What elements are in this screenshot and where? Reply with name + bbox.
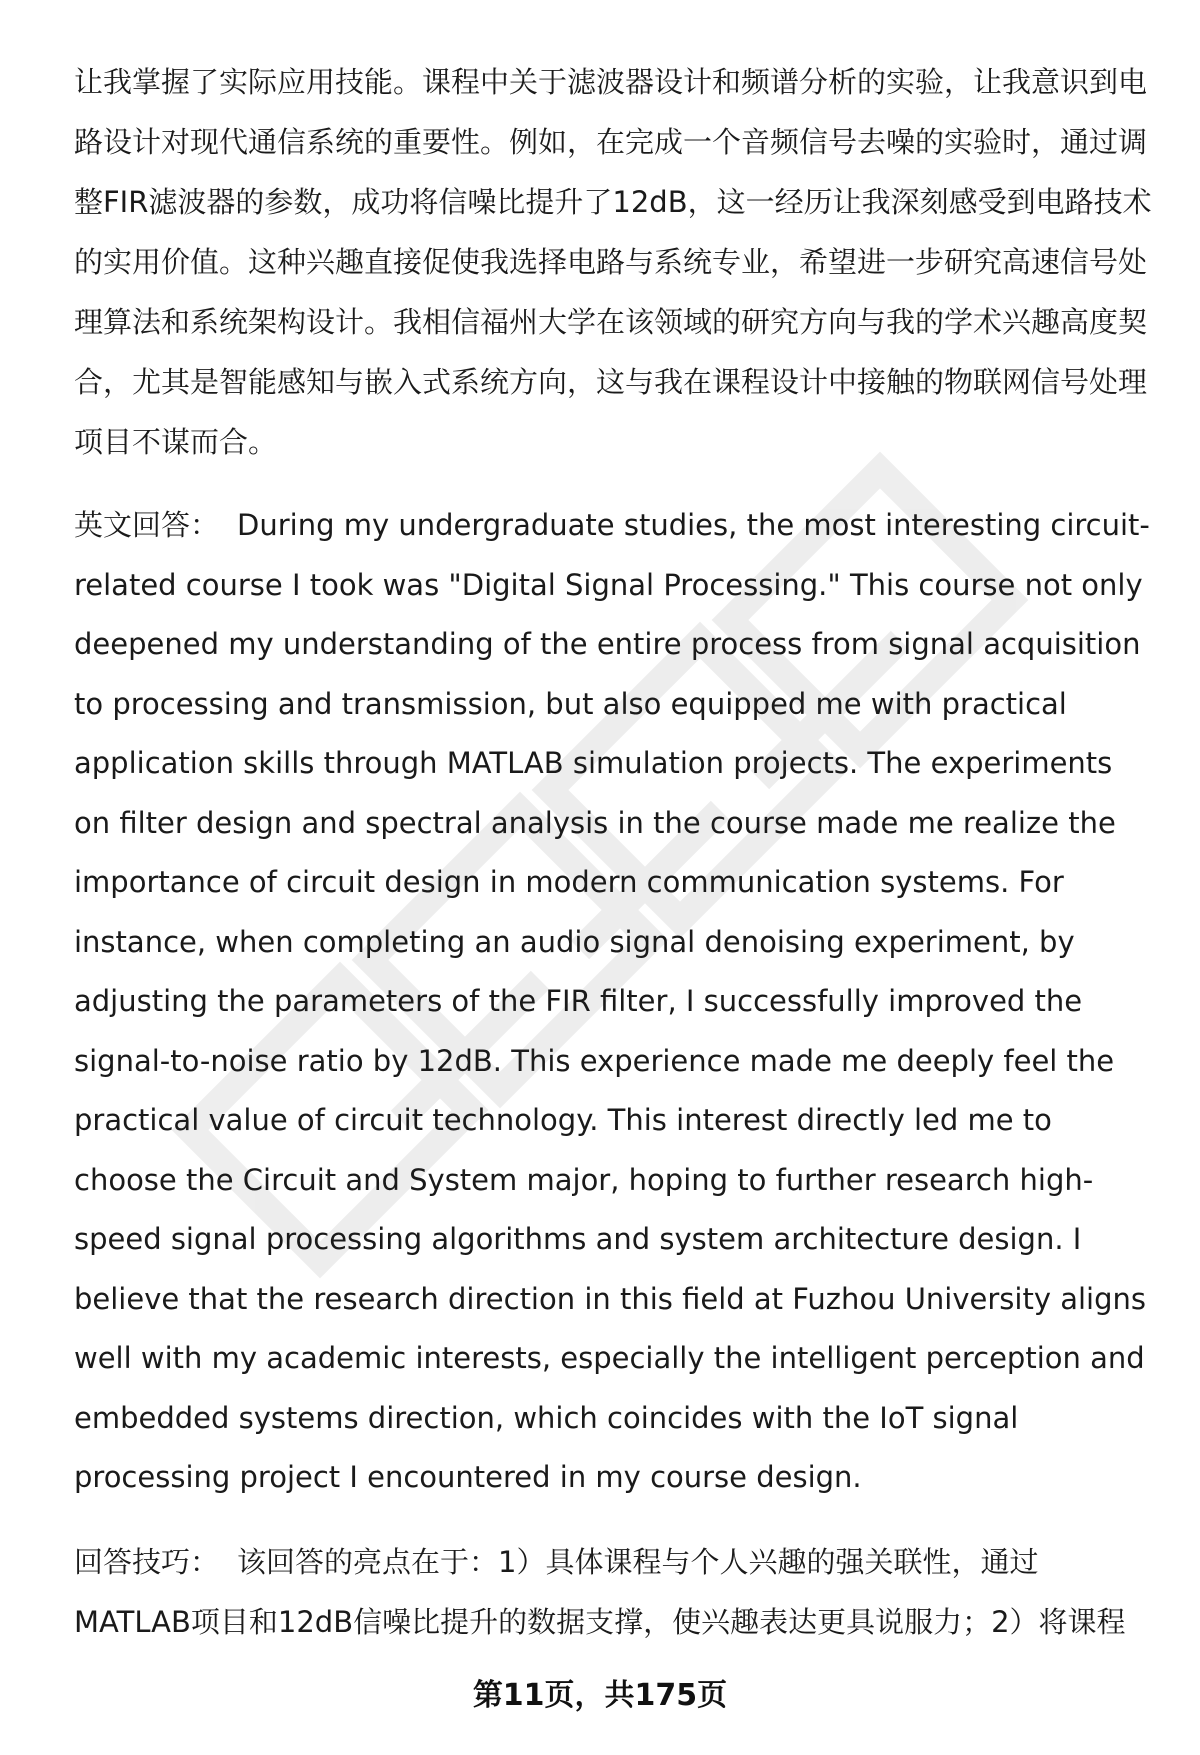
chinese-answer-paragraph: 让我掌握了实际应用技能。课程中关于滤波器设计和频谱分析的实验，让我意识到电路设计对现代通信系统的重要性。例如，在完成一个音频信号去噪的实验时，通过调整FIR滤波器的参数，成功将信噪比提升了12dB，这一经历让我深刻感受到电路技术的实用价值。这种兴趣直接促使我选择电路与系统专业，希望进一步研究高速信号处理算法和系统架构设计。我相信福州大学在该领域的研究方向与我的学术兴趣高度契合，尤其是智能感知与嵌入式系统方向，这与我在课程设计中接触的物联网信号处理项目不谋而合。	[74, 65, 1152, 459]
answer-tips-paragraph	[74, 1532, 1154, 1652]
page-number: 第11页，共175页	[472, 1678, 728, 1713]
english-answer-text: During my undergraduate studies, the most interesting circuit-related course I took was "Digital Signal Processing." This course not only deepened my understanding of the entire process from signal acquisition to processing and transmission, but also equipped me with practical application skills through MATLAB simulation projects. The experiments on filter design and spectral analysis in the course made me realize the importance of circuit design in modern communication systems. For instance, when completing an audio signal denoising experiment, by adjusting the parameters of the FIR filter, I successfully improved the signal-to-noise ratio by 12dB. This experience made me deeply feel the practical value of circuit technology. This interest directly led me to choose the Circuit and System major, hoping to further research high-speed signal processing algorithms and system architecture design. I believe that the research direction in this field at Fuzhou University aligns well with my academic interests, especially the intelligent perception and embedded systems direction, which coincides with the IoT signal processing project I encountered in my course design.	[74, 508, 1150, 1494]
answer-tips-text: 该回答的亮点在于：1）具体课程与个人兴趣的强关联性，通过MATLAB项目和12dB信噪比提升的数据支撑，使兴趣表达更具说服力；2）将课程	[74, 1544, 1126, 1639]
english-answer-paragraph	[74, 496, 1154, 1508]
document-body	[74, 52, 1154, 1652]
answer-tips-label: 回答技巧：	[74, 1544, 220, 1579]
english-answer-label: 英文回答：	[74, 508, 220, 542]
